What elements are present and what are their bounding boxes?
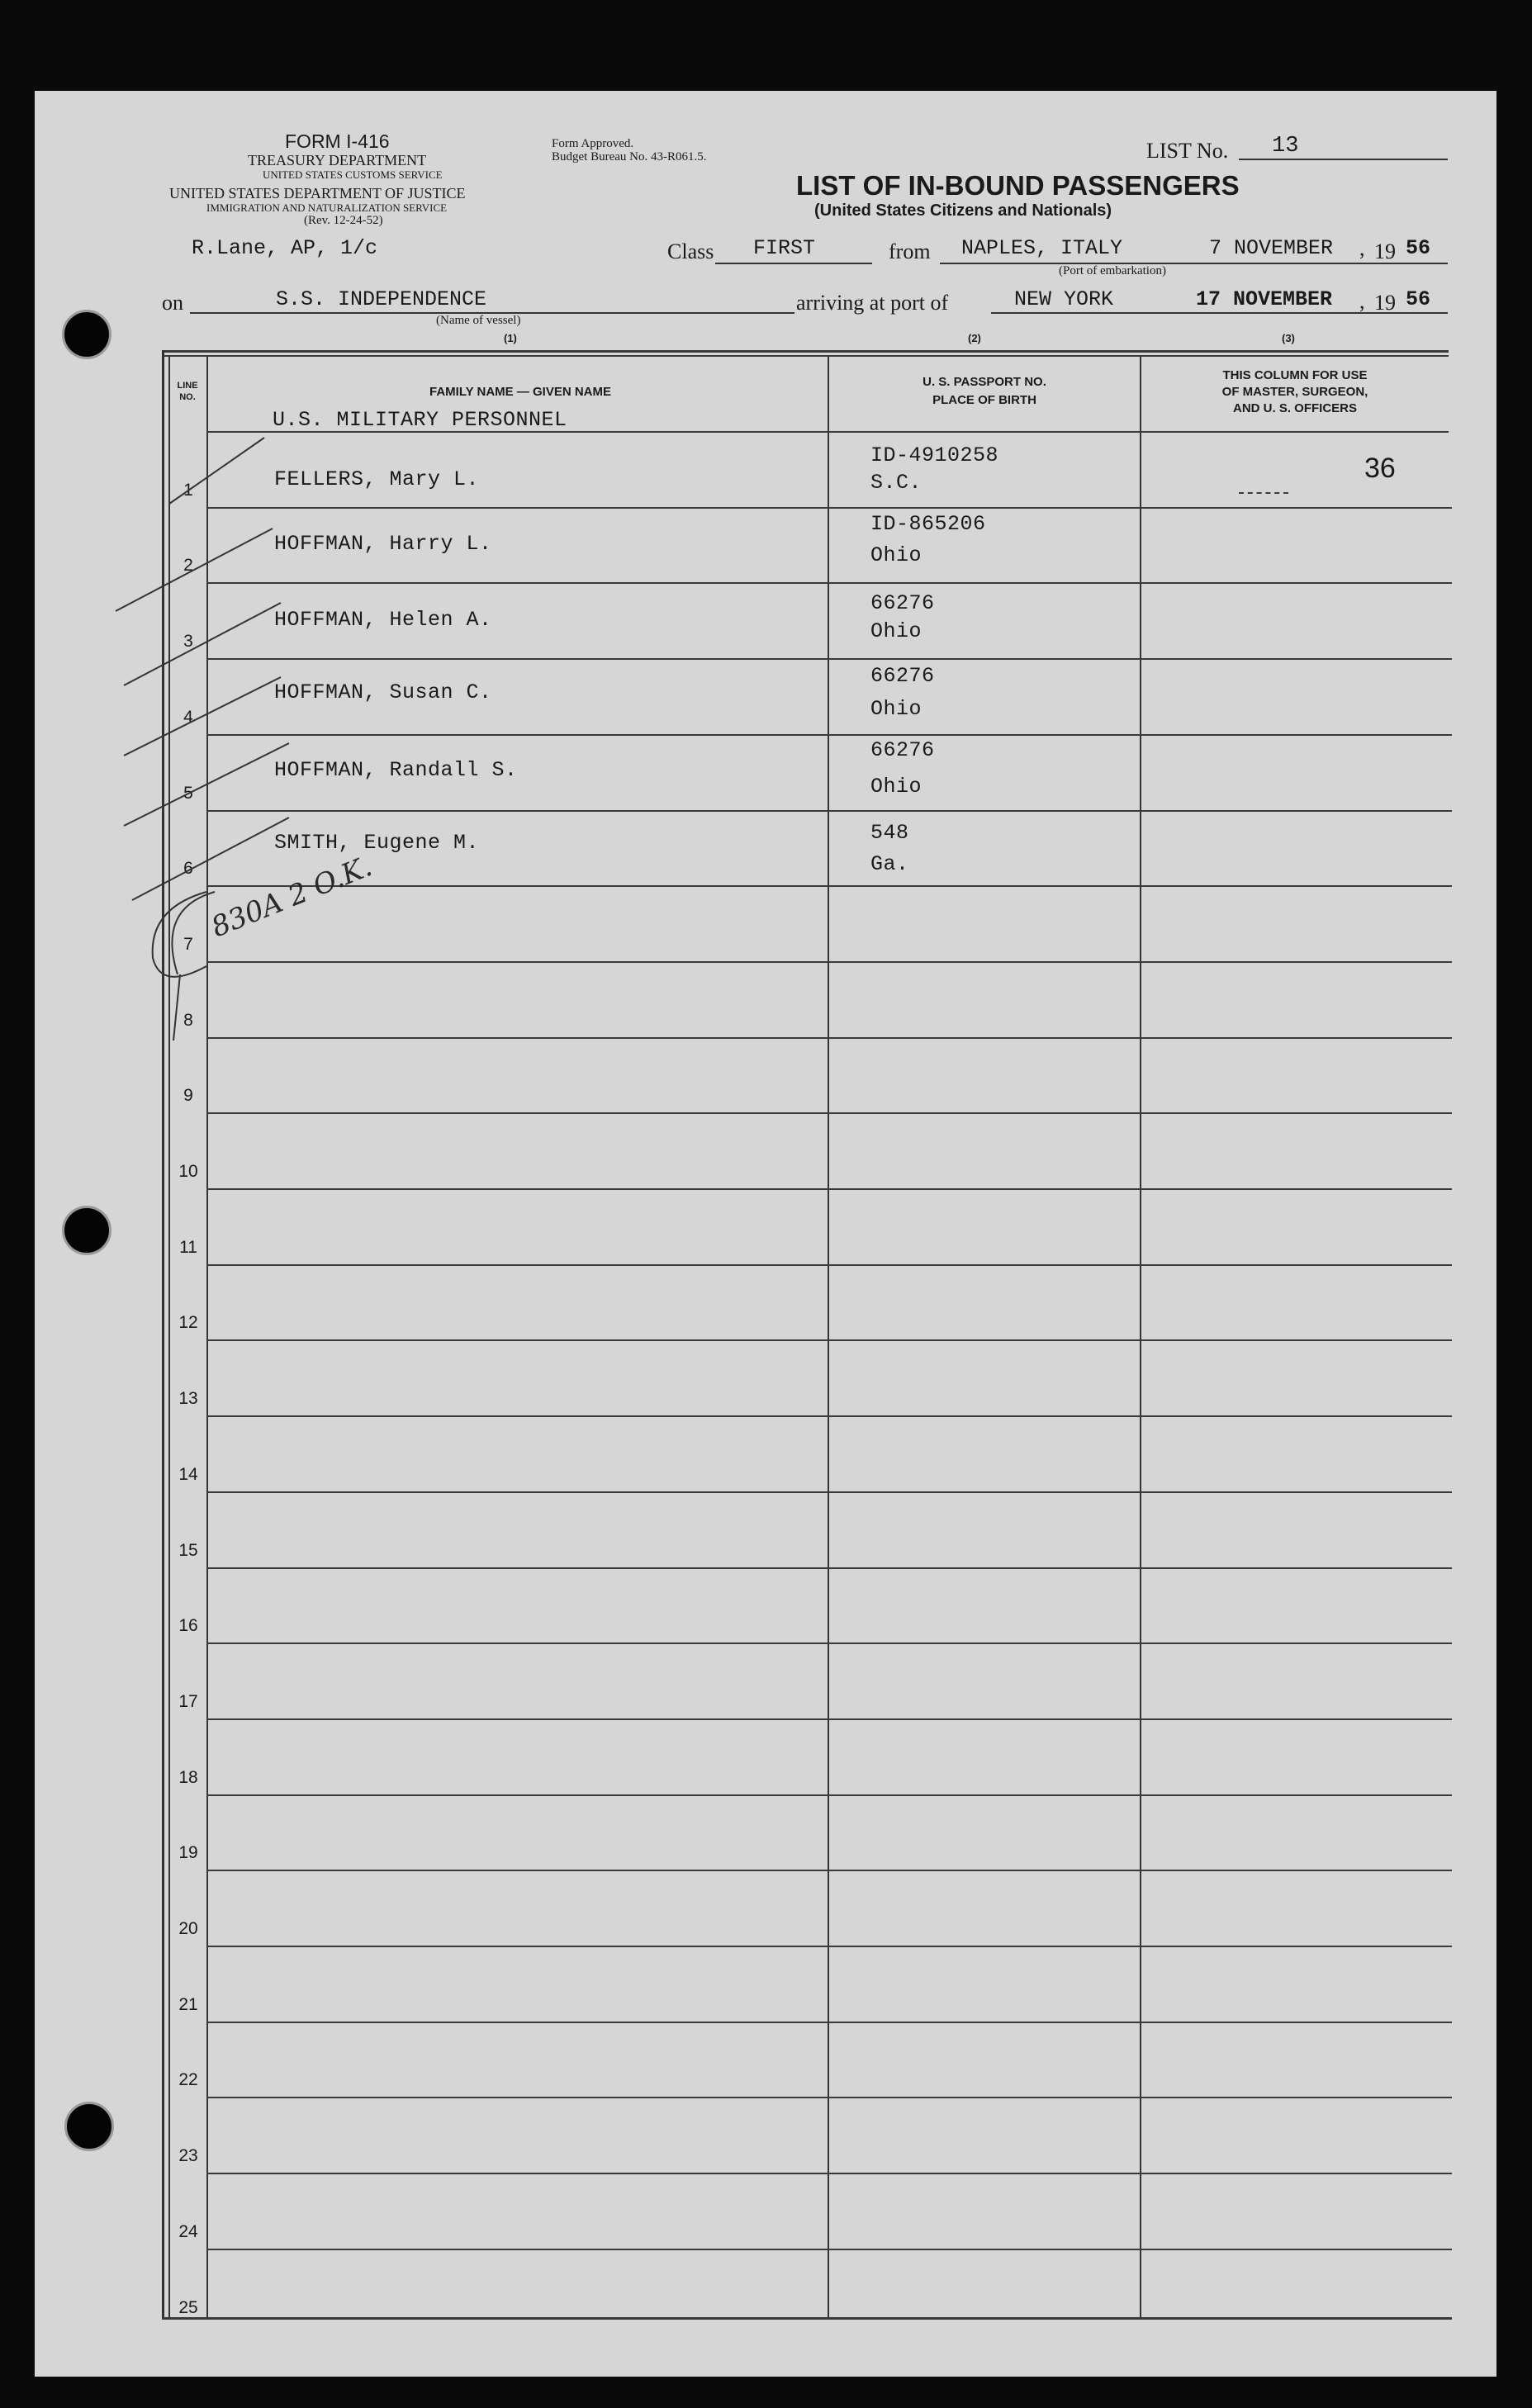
form-revision: (Rev. 12-24-52) (304, 214, 383, 227)
passport-number: ID-4910258 (870, 443, 999, 467)
line-number: 5 (183, 784, 193, 803)
header-officers-3: AND U. S. OFFICERS (1232, 401, 1357, 415)
line-number: 3 (183, 632, 193, 651)
header-birthplace: PLACE OF BIRTH (932, 393, 1036, 407)
ins-service: IMMIGRATION AND NATURALIZATION SERVICE (206, 201, 448, 214)
document-subtitle: (United States Citizens and Nationals) (814, 201, 1112, 220)
place-of-birth: Ga. (870, 852, 909, 876)
line-number: 11 (179, 1238, 197, 1257)
passenger-name: FELLERS, Mary L. (274, 467, 480, 491)
place-of-birth: Ohio (870, 775, 923, 799)
line-number: 9 (183, 1086, 193, 1105)
passport-number: 548 (870, 821, 909, 845)
line-number: 1 (183, 481, 193, 500)
vessel-note: (Name of vessel) (436, 314, 521, 327)
vessel-name: S.S. INDEPENDENCE (276, 287, 487, 311)
place-of-birth: S.C. (870, 471, 923, 495)
from-label: from (889, 239, 931, 263)
embark-port: NAPLES, ITALY (961, 236, 1123, 260)
line-number: 8 (183, 1011, 193, 1030)
handwritten-note: 830A 2 O.K. (206, 850, 377, 945)
line-number: 2 (183, 556, 193, 575)
passenger-name: HOFFMAN, Susan C. (274, 680, 492, 704)
line-number: 22 (178, 2070, 198, 2089)
place-of-birth: Ohio (870, 619, 923, 643)
on-label: on (162, 291, 183, 315)
line-number: 19 (178, 1843, 198, 1862)
line-number: 6 (183, 859, 193, 878)
header-officers-2: OF MASTER, SURGEON, (1221, 385, 1368, 399)
list-no-label: LIST No. (1146, 139, 1229, 163)
arrival-port: NEW YORK (1014, 287, 1114, 311)
line-number: 25 (178, 2298, 198, 2317)
customs-service: UNITED STATES CUSTOMS SERVICE (263, 168, 443, 181)
line-number: 4 (183, 708, 193, 727)
arrival-date: 17 NOVEMBER (1196, 287, 1333, 311)
passenger-name: HOFFMAN, Harry L. (274, 532, 492, 556)
signer-name: R.Lane, AP, 1/c (192, 236, 378, 260)
form-approved: Form Approved. (552, 137, 634, 150)
line-number: 20 (178, 1919, 198, 1938)
passport-number: 66276 (870, 664, 935, 688)
col3-number: (3) (1282, 332, 1295, 344)
place-of-birth: Ohio (870, 697, 923, 721)
passport-number: 66276 (870, 738, 935, 762)
list-no-value: 13 (1272, 134, 1299, 159)
line-number: 16 (178, 1616, 198, 1635)
line-number: 7 (183, 935, 193, 954)
line-number: 21 (178, 1995, 198, 2014)
departure-year: 56 (1406, 236, 1431, 260)
place-of-birth: Ohio (870, 543, 923, 567)
passenger-name: HOFFMAN, Randall S. (274, 758, 518, 782)
departure-year-prefix: 19 (1374, 239, 1396, 263)
line-number: 14 (178, 1465, 198, 1484)
line-number: 12 (178, 1313, 198, 1332)
budget-bureau: Budget Bureau No. 43-R061.5. (552, 150, 707, 164)
col1-number: (1) (504, 332, 517, 344)
passport-number: 66276 (870, 591, 935, 615)
header-passport: U. S. PASSPORT NO. (923, 375, 1046, 389)
line-number: 24 (178, 2222, 198, 2241)
class-label: Class (667, 239, 714, 263)
class-value: FIRST (753, 236, 816, 260)
line-number: 17 (178, 1692, 198, 1711)
group-label: U.S. MILITARY PERSONNEL (273, 408, 567, 432)
line-number: 10 (178, 1162, 198, 1181)
arrival-year: 56 (1406, 287, 1431, 311)
line-number: 13 (178, 1389, 198, 1408)
line-number: 18 (178, 1768, 198, 1787)
passenger-name: HOFFMAN, Helen A. (274, 608, 492, 632)
justice-dept: UNITED STATES DEPARTMENT OF JUSTICE (169, 185, 466, 201)
arrival-year-prefix: 19 (1374, 291, 1396, 315)
document-title: LIST OF IN-BOUND PASSENGERS (796, 170, 1240, 201)
form-number: FORM I-416 (285, 130, 390, 152)
treasury-dept: TREASURY DEPARTMENT (248, 152, 427, 168)
port-embarkation-note: (Port of embarkation) (1059, 264, 1166, 277)
line-number: 15 (178, 1541, 198, 1560)
passenger-name: SMITH, Eugene M. (274, 831, 480, 855)
col2-number: (2) (968, 332, 981, 344)
line-number: 23 (178, 2146, 198, 2165)
header-officers-1: THIS COLUMN FOR USE (1222, 368, 1368, 382)
header-name: FAMILY NAME — GIVEN NAME (429, 385, 612, 399)
arriving-label: arriving at port of (796, 291, 949, 315)
departure-date: 7 NOVEMBER (1209, 236, 1334, 260)
officer-mark: 36 (1364, 453, 1396, 484)
passport-number: ID-865206 (870, 512, 986, 536)
header-line-no: LINE NO. (177, 381, 198, 402)
